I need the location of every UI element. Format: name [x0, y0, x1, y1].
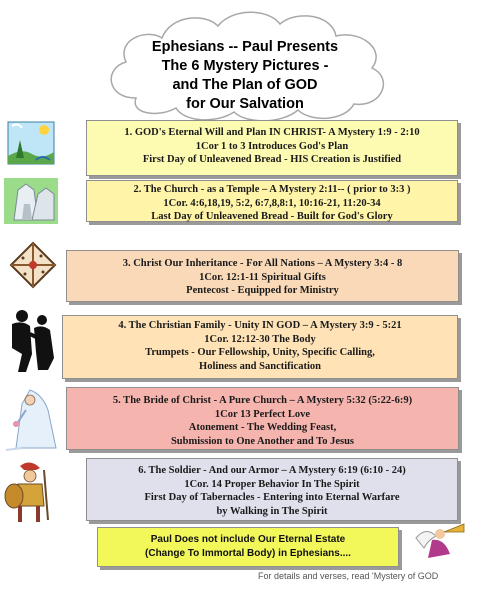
mystery-4-line-1: 1Cor. 12:12-30 The Body — [204, 333, 316, 345]
mystery-2-line-1: 1Cor. 4:6,18,19, 5:2, 6:7,8,8:1, 10:16-21, 11:20-34 — [163, 197, 381, 209]
trumpet-angel-icon — [410, 518, 466, 575]
mystery-3-line-1: 1Cor. 12:1-11 Spiritual Gifts — [199, 271, 326, 283]
soldier-icon — [2, 460, 58, 529]
gift-box-icon — [8, 240, 58, 295]
mystery-5-box — [66, 387, 459, 450]
mystery-1-line-2: First Day of Unleavened Bread - HIS Creation is Justified — [142, 154, 402, 165]
mystery-1-line-1: 1Cor 1 to 3 Introduces God's Plan — [195, 140, 349, 152]
mystery-3-line-2: Pentecost - Equipped for Ministry — [186, 285, 339, 296]
mystery-4-box — [62, 315, 458, 379]
mystery-3-box — [66, 250, 459, 302]
mystery-5-line-2: Atonement - The Wedding Feast, — [188, 422, 337, 433]
title-line-3: and The Plan of GOD — [172, 77, 318, 93]
title-cloud — [96, 6, 394, 124]
closing-line-1: Paul Does not include Our Eternal Estate — [150, 534, 346, 545]
nature-scene-icon — [6, 118, 58, 175]
mystery-6-line-1: 1Cor. 14 Proper Behavior In The Spirit — [184, 478, 360, 490]
mystery-2-heading: 2. The Church - as a Temple – A Mystery 2:11-- ( prior to 3:3 ) — [133, 184, 411, 195]
title-line-1: Ephesians -- Paul Presents — [151, 39, 339, 55]
mystery-6-box — [86, 458, 458, 521]
mystery-1-box — [86, 120, 458, 176]
mystery-1-heading: 1. GOD's Eternal Will and Plan IN CHRIST- A Mystery 1:9 - 2:10 — [124, 127, 420, 138]
mystery-5-line-1: 1Cor 13 Perfect Love — [214, 408, 311, 420]
family-icon — [2, 308, 60, 381]
closing-line-2: (Change To Immortal Body) in Ephesians.... — [145, 548, 351, 559]
bride-icon — [2, 388, 58, 457]
mystery-4-line-2: Trumpets - Our Fellowship, Unity, Specific Calling, — [145, 347, 375, 358]
mystery-4-heading: 4. The Christian Family - Unity IN GOD – A Mystery 3:9 - 5:21 — [118, 320, 402, 331]
mystery-5-heading: 5. The Bride of Christ - A Pure Church – A Mystery 5:32 (5:22-6:9) — [112, 395, 413, 406]
title-line-2: The 6 Mystery Pictures - — [161, 58, 329, 74]
mystery-2-line-2: Last Day of Unleavened Bread - Built for God's Glory — [151, 211, 393, 222]
mystery-6-heading: 6. The Soldier - And our Armor – A Mystery 6:19 (6:10 - 24) — [138, 465, 406, 476]
mystery-2-box — [86, 180, 458, 222]
mystery-3-heading: 3. Christ Our Inheritance - For All Nations – A Mystery 3:4 - 8 — [122, 258, 403, 269]
mystery-6-line-2: First Day of Tabernacles - Entering into Eternal Warfare — [144, 492, 400, 503]
temple-icon — [4, 176, 60, 231]
closing-note-box — [97, 527, 399, 567]
mystery-6-line-3: by Walking in The Spirit — [216, 505, 328, 517]
mystery-4-line-3: Holiness and Sanctification — [199, 360, 321, 372]
footer-note: For details and verses, read 'Mystery of GOD — [258, 571, 439, 581]
title-line-4: for Our Salvation — [186, 96, 304, 112]
mystery-5-line-3: Submission to One Another and To Jesus — [170, 435, 355, 447]
